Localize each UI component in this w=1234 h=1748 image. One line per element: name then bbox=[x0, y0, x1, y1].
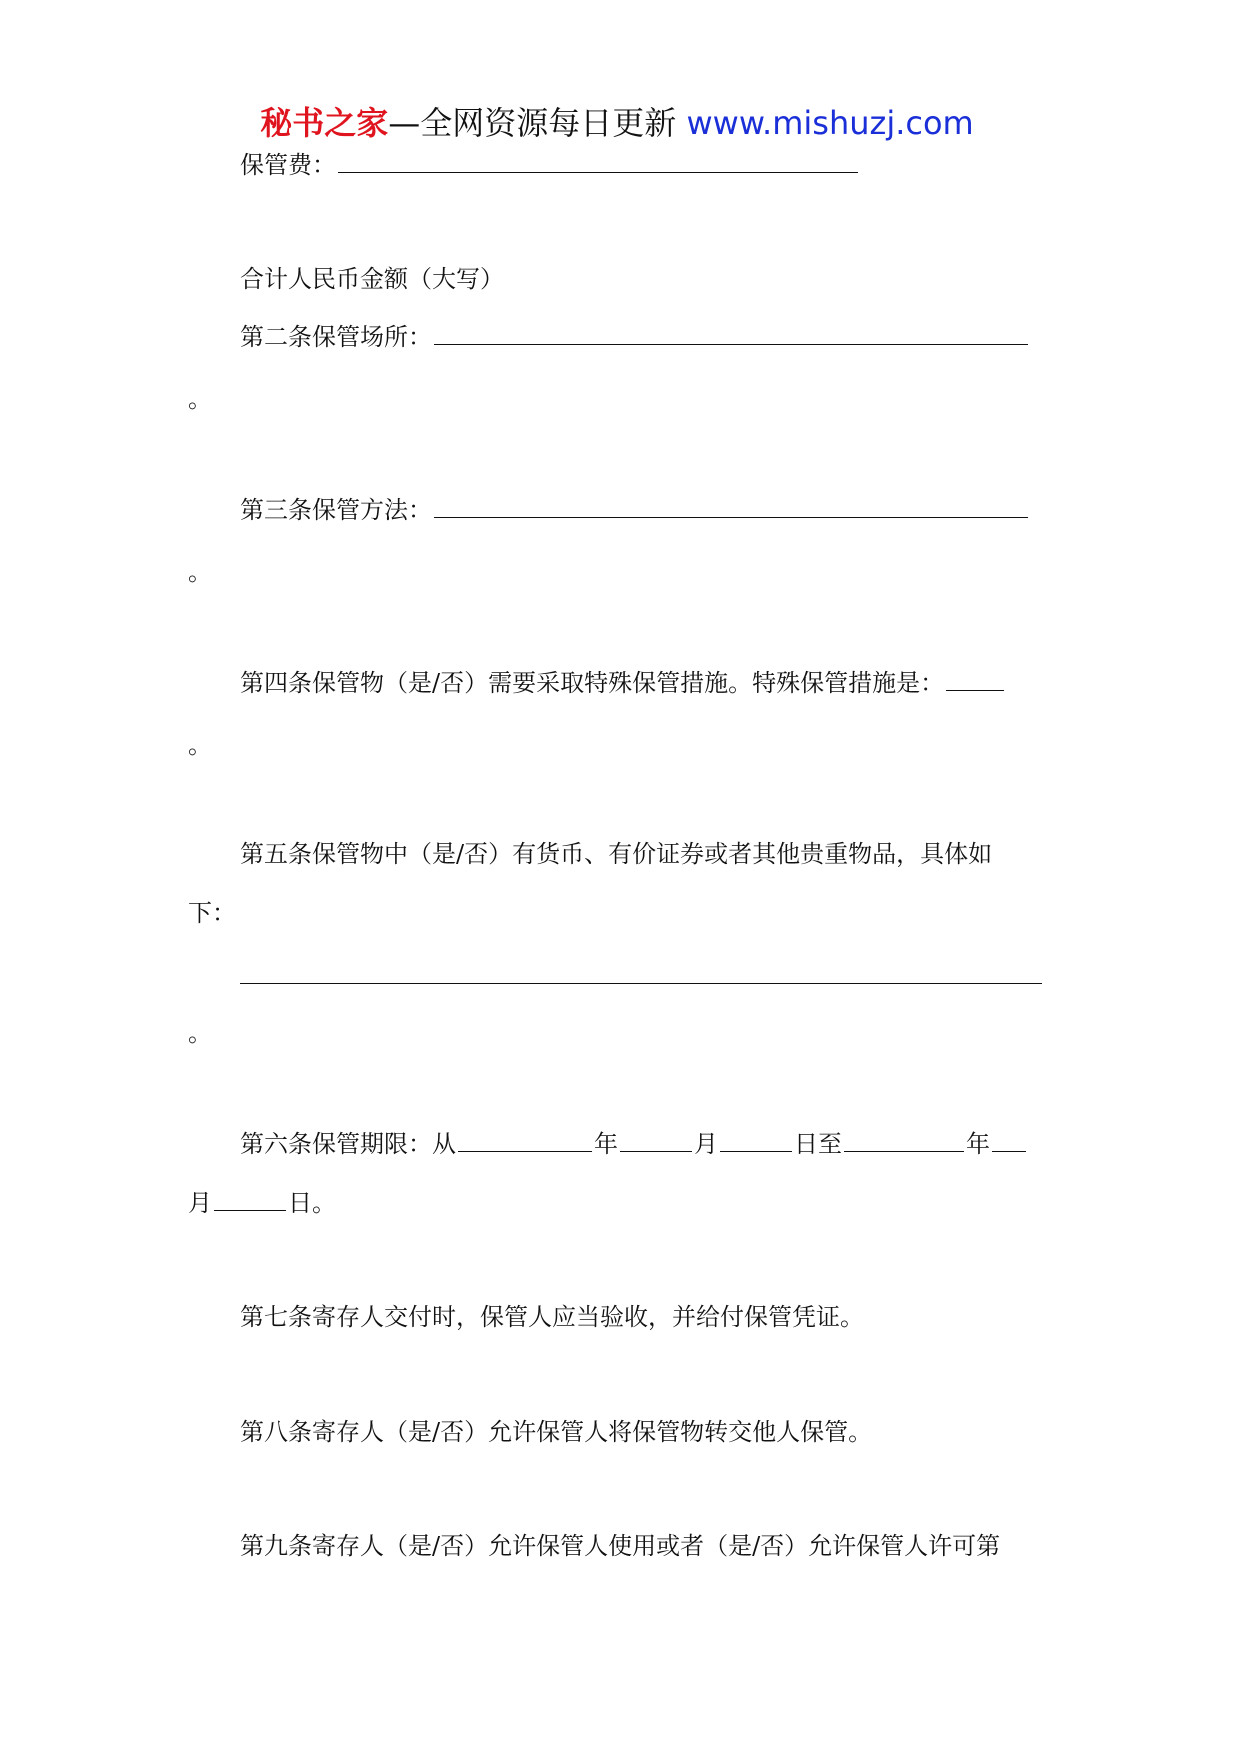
article-6-continued bbox=[188, 1186, 336, 1219]
brand-name: 秘书之家 bbox=[260, 104, 389, 142]
article-2-end: 。 bbox=[188, 385, 212, 413]
end-year-blank bbox=[844, 1127, 964, 1152]
article-6-line bbox=[240, 1127, 1028, 1160]
article-9-line: 第九条寄存人（是/否）允许保管人使用或者（是/否）允许保管人许可第 bbox=[240, 1532, 1001, 1560]
article-3-end: 。 bbox=[188, 558, 212, 586]
article-5-blank-line bbox=[240, 983, 1042, 984]
day-end-label: 日。 bbox=[288, 1189, 336, 1217]
start-month-blank bbox=[620, 1127, 692, 1152]
day-to-label: 日至 bbox=[794, 1130, 842, 1158]
article-3-label: 第三条保管方法： bbox=[240, 496, 432, 524]
month-label-1: 月 bbox=[694, 1130, 718, 1158]
fee-line bbox=[240, 148, 860, 181]
total-amount-line: 合计人民币金额（大写） bbox=[240, 265, 504, 293]
article-2-line bbox=[240, 320, 1030, 353]
article-5-end: 。 bbox=[188, 1019, 212, 1047]
article-2-label: 第二条保管场所： bbox=[240, 323, 432, 351]
article-8-line: 第八条寄存人（是/否）允许保管人将保管物转交他人保管。 bbox=[240, 1418, 873, 1446]
fee-blank bbox=[338, 148, 858, 173]
article-6-prefix: 第六条保管期限：从 bbox=[240, 1130, 456, 1158]
end-month-blank-start bbox=[992, 1127, 1026, 1152]
article-4-end: 。 bbox=[188, 731, 212, 759]
article-4-line bbox=[240, 666, 1006, 699]
article-5-continued: 下： bbox=[188, 899, 236, 927]
start-day-blank bbox=[720, 1127, 792, 1152]
fee-label: 保管费： bbox=[240, 151, 336, 179]
article-4-blank bbox=[946, 666, 1004, 691]
year-label-1: 年 bbox=[594, 1130, 618, 1158]
article-7-line: 第七条寄存人交付时，保管人应当验收，并给付保管凭证。 bbox=[240, 1303, 864, 1331]
article-4-text: 第四条保管物（是/否）需要采取特殊保管措施。特殊保管措施是： bbox=[240, 669, 945, 697]
start-year-blank bbox=[458, 1127, 592, 1152]
site-header bbox=[0, 103, 1234, 143]
end-day-blank bbox=[214, 1186, 286, 1211]
year-label-2: 年 bbox=[966, 1130, 990, 1158]
article-3-blank bbox=[434, 493, 1028, 518]
article-3-line bbox=[240, 493, 1030, 526]
header-slogan: —全网资源每日更新 bbox=[388, 104, 677, 142]
site-url-link[interactable]: www.mishuzj.com bbox=[686, 104, 974, 142]
article-2-blank bbox=[434, 320, 1028, 345]
month-label-2: 月 bbox=[188, 1189, 212, 1217]
article-5-line: 第五条保管物中（是/否）有货币、有价证券或者其他贵重物品，具体如 bbox=[240, 840, 993, 868]
